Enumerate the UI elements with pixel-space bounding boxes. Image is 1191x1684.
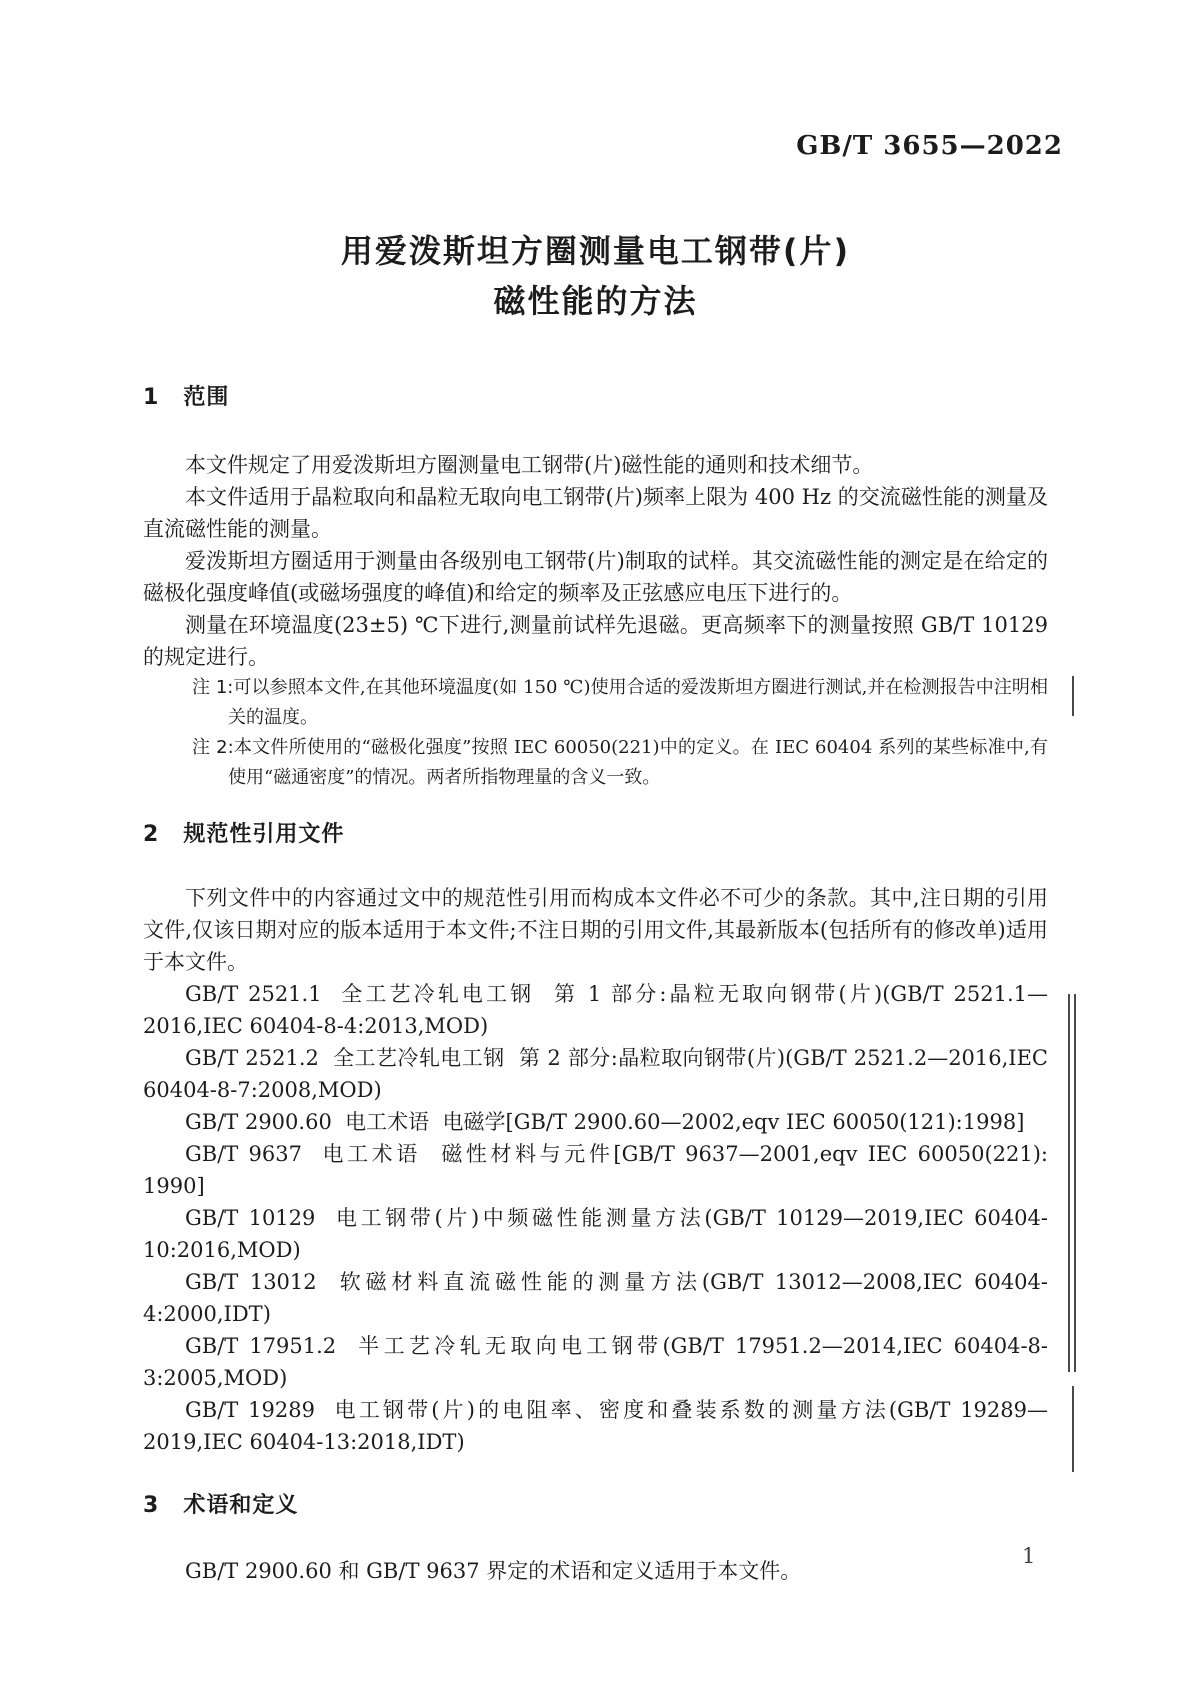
reference-entry: GB/T 17951.2 半工艺冷轧无取向电工钢带(GB/T 17951.2—2014,IEC 60404-8-3:2005,MOD) (143, 1334, 1048, 1390)
page-number: 1 (1022, 1544, 1036, 1568)
section3-number: 3 (143, 1493, 160, 1518)
section1-paragraph: 本文件规定了用爱泼斯坦方圈测量电工钢带(片)磁性能的通则和技术细节。 (185, 453, 874, 477)
section1-heading (143, 383, 1048, 413)
note-2-label: 注 2: (192, 737, 234, 758)
section2-intro: 下列文件中的内容通过文中的规范性引用而构成本文件必不可少的条款。其中,注日期的引用文件,仅该日期对应的版本适用于本文件;不注日期的引用文件,其最新版本(包括所有的修改单)适用于本文件。 (143, 886, 1048, 974)
section3-heading (143, 1491, 1048, 1521)
reference-entry: GB/T 2521.2 全工艺冷轧电工钢 第 2 部分:晶粒取向钢带(片)(GB/T 2521.2—2016,IEC 60404-8-7:2008,MOD) (143, 1046, 1055, 1102)
reference-entry: GB/T 19289 电工钢带(片)的电阻率、密度和叠装系数的测量方法(GB/T 19289—2019,IEC 60404-13:2018,IDT) (143, 1398, 1048, 1454)
section2-heading (143, 820, 1048, 850)
section1-number: 1 (143, 385, 160, 410)
page-content (143, 370, 1055, 1587)
reference-entry: GB/T 13012 软磁材料直流磁性能的测量方法(GB/T 13012—2008,IEC 60404-4:2000,IDT) (143, 1270, 1048, 1326)
section1-title: 范围 (183, 385, 230, 410)
document-title-line1: 用爱泼斯坦方圈测量电工钢带(片) (340, 232, 851, 270)
document-title (0, 226, 1191, 326)
note-1-label: 注 1: (192, 677, 234, 698)
document-title-line2: 磁性能的方法 (493, 282, 698, 320)
standard-code: GB/T 3655—2022 (796, 131, 1063, 161)
section3-paragraph: GB/T 2900.60 和 GB/T 9637 界定的术语和定义适用于本文件。 (185, 1559, 802, 1583)
change-bar (1074, 994, 1076, 1372)
section2-number: 2 (143, 822, 160, 847)
reference-entry: GB/T 2900.60 电工术语 电磁学[GB/T 2900.60—2002,eqv IEC 60050(121):1998] (185, 1110, 1025, 1134)
note-1 (143, 673, 1048, 733)
change-bar (1068, 994, 1070, 1372)
section1-paragraph: 测量在环境温度(23±5) ℃下进行,测量前试样先退磁。更高频率下的测量按照 GB/T 10129 的规定进行。 (143, 613, 1055, 669)
change-bar (1072, 676, 1074, 716)
note-2 (143, 733, 1048, 793)
reference-entry: GB/T 2521.1 全工艺冷轧电工钢 第 1 部分:晶粒无取向钢带(片)(GB/T 2521.1—2016,IEC 60404-8-4:2013,MOD) (143, 982, 1048, 1038)
reference-entry: GB/T 9637 电工术语 磁性材料与元件[GB/T 9637—2001,eqv IEC 60050(221): 1990] (143, 1142, 1055, 1198)
note-1-text: 可以参照本文件,在其他环境温度(如 150 ℃)使用合适的爱泼斯坦方圈进行测试,并在检测报告中注明相关的温度。 (228, 677, 1048, 728)
section1-paragraph: 爱泼斯坦方圈适用于测量由各级别电工钢带(片)制取的试样。其交流磁性能的测定是在给定的磁极化强度峰值(或磁场强度的峰值)和给定的频率及正弦感应电压下进行的。 (143, 549, 1048, 605)
change-bar (1072, 1386, 1074, 1472)
section1-paragraph: 本文件适用于晶粒取向和晶粒无取向电工钢带(片)频率上限为 400 Hz 的交流磁性能的测量及直流磁性能的测量。 (143, 485, 1048, 541)
reference-entry: GB/T 10129 电工钢带(片)中频磁性能测量方法(GB/T 10129—2019,IEC 60404-10:2016,MOD) (143, 1206, 1048, 1262)
note-2-text: 本文件所使用的“磁极化强度”按照 IEC 60050(221)中的定义。在 IEC 60404 系列的某些标准中,有使用“磁通密度”的情况。两者所指物理量的含义一致。 (228, 737, 1048, 788)
section3-title: 术语和定义 (183, 1493, 299, 1518)
section2-title: 规范性引用文件 (183, 822, 345, 847)
